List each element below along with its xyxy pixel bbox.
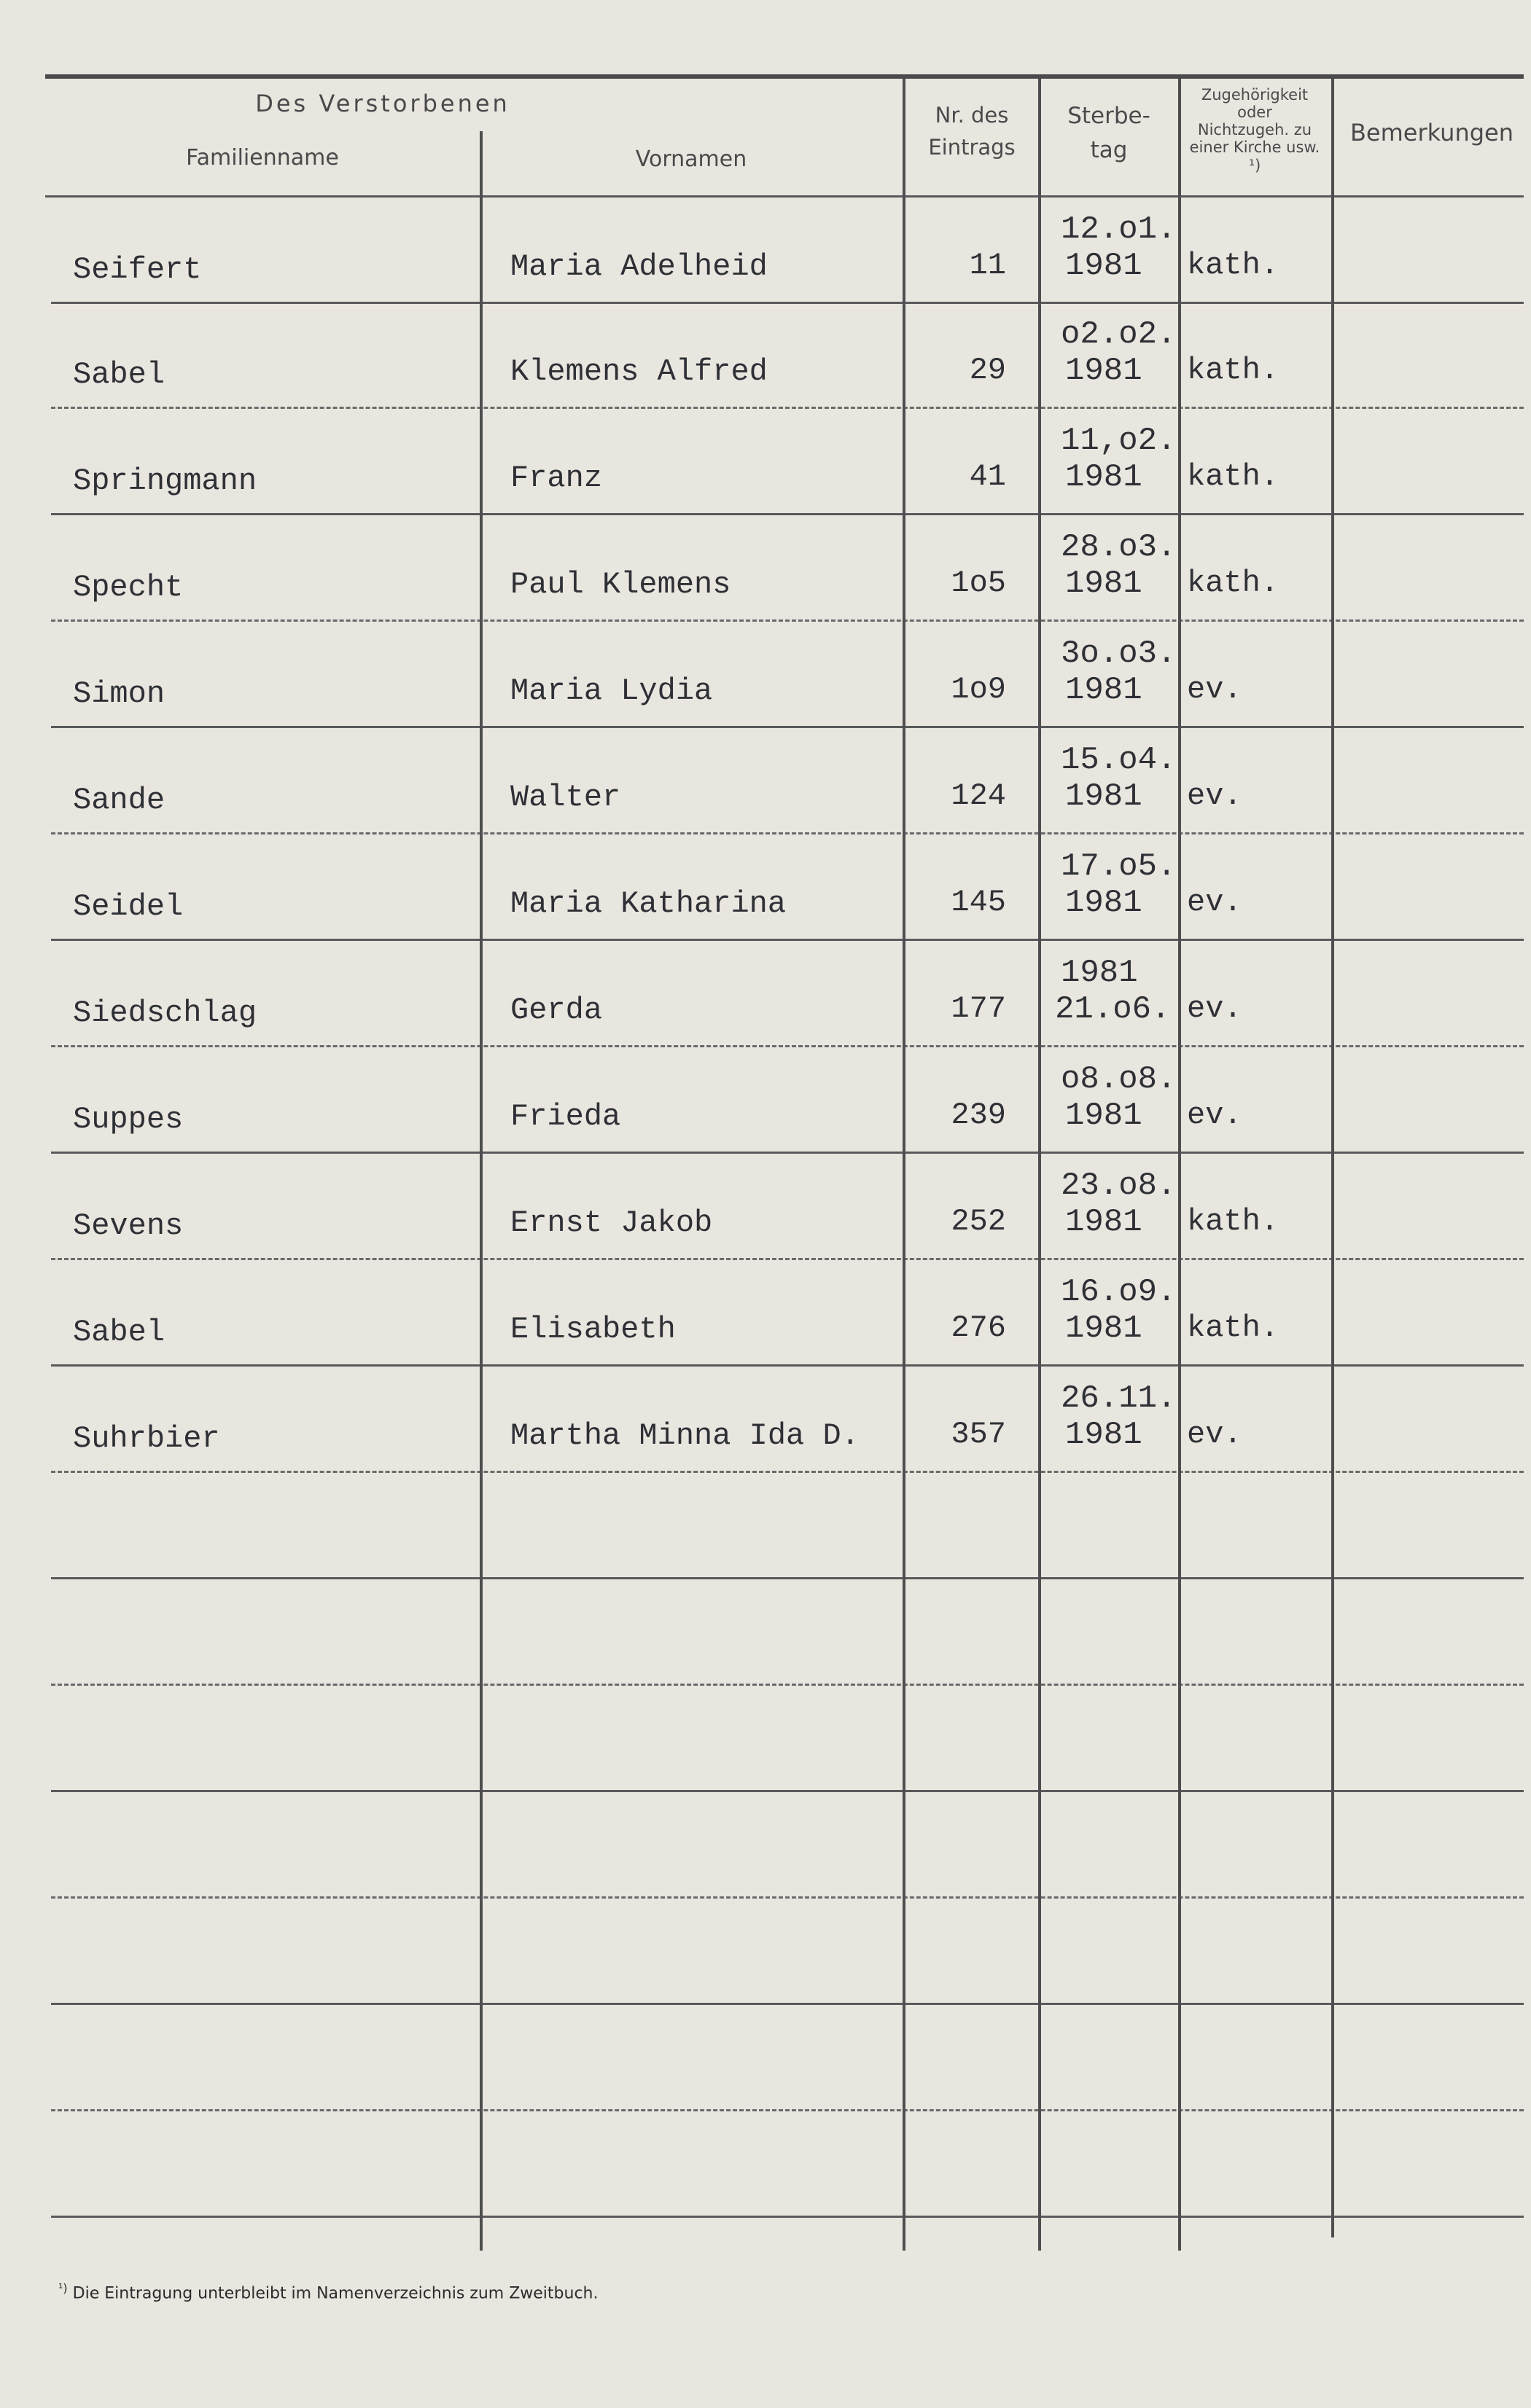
- cell-sterbetag: [1055, 955, 1171, 1028]
- cell-sterbetag: [1061, 1061, 1176, 1134]
- cell-konfession: ev.: [1187, 672, 1242, 707]
- sterbetag-line2: 21.o6.: [1055, 991, 1171, 1028]
- cell-konfession: kath.: [1187, 353, 1279, 388]
- cell-familienname: Sevens: [73, 1208, 184, 1243]
- column-divider: [1038, 79, 1041, 2251]
- sterbetag-line2: 1981: [1065, 566, 1142, 602]
- cell-vornamen: Walter: [510, 780, 621, 815]
- sterbetag-line2: 1981: [1065, 672, 1142, 708]
- cell-sterbetag: [1061, 529, 1176, 602]
- cell-konfession: kath.: [1187, 459, 1279, 494]
- cell-vornamen: Franz: [510, 461, 603, 496]
- header-zug-line3: Nichtzugeh. zu: [1197, 121, 1312, 139]
- column-divider: [1178, 79, 1181, 2251]
- cell-konfession: kath.: [1187, 1310, 1279, 1345]
- cell-familienname: Sabel: [73, 1315, 165, 1350]
- footnote-text: Die Eintragung unterbleibt im Namenverzeichnis zum Zweitbuch.: [72, 2284, 599, 2303]
- cell-vornamen: Ernst Jakob: [510, 1205, 713, 1240]
- cell-konfession: ev.: [1187, 778, 1242, 813]
- sterbetag-line2: 1981: [1065, 1417, 1142, 1453]
- cell-familienname: Springmann: [73, 464, 257, 499]
- row-divider: [51, 619, 1524, 622]
- cell-vornamen: Maria Adelheid: [510, 249, 768, 284]
- footnote-mark: ¹): [58, 2281, 68, 2295]
- cell-konfession: ev.: [1187, 1417, 1242, 1452]
- row-divider: [51, 1790, 1524, 1792]
- header-bemerkungen: Bemerkungen: [1349, 119, 1514, 146]
- cell-nr: 1o9: [951, 672, 1006, 707]
- sterbetag-line1: 28.o3.: [1061, 529, 1177, 566]
- sterbetag-line1: 1981: [1061, 955, 1138, 991]
- footnote: [58, 2281, 598, 2302]
- row-divider: [51, 1045, 1524, 1047]
- row-divider: [51, 2003, 1524, 2005]
- cell-sterbetag: [1061, 848, 1176, 921]
- header-nr-line2: Eintrags: [928, 135, 1016, 160]
- header-sterbetag-line1: Sterbe-: [1067, 103, 1150, 129]
- cell-nr: 124: [951, 778, 1006, 813]
- cell-vornamen: Martha Minna Ida D.: [510, 1418, 860, 1453]
- header-nr-des-eintrags: [904, 102, 1040, 161]
- row-divider: [51, 2216, 1524, 2218]
- cell-konfession: kath.: [1187, 566, 1279, 601]
- header-group-label: Des Verstorbenen: [255, 90, 510, 117]
- cell-konfession: ev.: [1187, 1098, 1242, 1133]
- sterbetag-line1: 23.o8.: [1061, 1168, 1177, 1204]
- cell-konfession: ev.: [1187, 885, 1242, 920]
- sterbetag-line1: 15.o4.: [1061, 742, 1177, 778]
- sterbetag-line2: 1981: [1065, 1310, 1142, 1347]
- row-divider: [51, 1364, 1524, 1367]
- sterbetag-line1: 26.11.: [1061, 1380, 1177, 1417]
- cell-konfession: kath.: [1187, 248, 1279, 283]
- header-zug-line5: ¹): [1248, 156, 1261, 174]
- sterbetag-line1: 11,o2.: [1061, 423, 1177, 459]
- cell-familienname: Seidel: [73, 889, 184, 924]
- cell-familienname: Sande: [73, 783, 165, 818]
- cell-nr: 177: [951, 991, 1006, 1026]
- top-rule: [45, 74, 1524, 79]
- header-sterbetag: [1040, 102, 1178, 165]
- header-bottom-rule: [45, 195, 1524, 198]
- cell-familienname: Specht: [73, 570, 184, 605]
- column-divider: [1331, 79, 1334, 2237]
- sterbetag-line2: 1981: [1065, 778, 1142, 815]
- cell-vornamen: Klemens Alfred: [510, 354, 768, 389]
- cell-konfession: ev.: [1187, 991, 1242, 1026]
- cell-familienname: Sabel: [73, 357, 165, 392]
- row-divider: [51, 1577, 1524, 1579]
- cell-sterbetag: [1061, 316, 1176, 389]
- cell-nr: 252: [951, 1204, 1006, 1239]
- sterbetag-line2: 1981: [1065, 1204, 1142, 1240]
- sterbetag-line1: 12.o1.: [1061, 211, 1177, 248]
- sterbetag-line2: 1981: [1065, 885, 1142, 921]
- sterbetag-line2: 1981: [1065, 248, 1142, 284]
- cell-vornamen: Maria Lydia: [510, 673, 713, 708]
- sterbetag-line1: 17.o5.: [1061, 848, 1177, 885]
- cell-vornamen: Paul Klemens: [510, 567, 731, 602]
- cell-vornamen: Elisabeth: [510, 1312, 676, 1347]
- header-zugehoerigkeit: [1178, 86, 1331, 174]
- cell-familienname: Siedschlag: [73, 996, 257, 1031]
- column-divider: [480, 131, 483, 2251]
- cell-nr: 41: [969, 459, 1006, 494]
- cell-familienname: Simon: [73, 676, 165, 711]
- cell-vornamen: Maria Katharina: [510, 886, 787, 921]
- header-sterbetag-line2: tag: [1090, 136, 1128, 163]
- sterbetag-line1: 16.o9.: [1061, 1274, 1177, 1310]
- sterbetag-line1: o8.o8.: [1061, 1061, 1177, 1098]
- row-divider: [51, 513, 1524, 515]
- cell-sterbetag: [1061, 742, 1176, 815]
- cell-sterbetag: [1061, 211, 1176, 284]
- cell-sterbetag: [1061, 636, 1176, 708]
- cell-familienname: Seifert: [73, 252, 202, 287]
- header-zug-line2: oder: [1237, 103, 1272, 122]
- cell-sterbetag: [1061, 423, 1176, 496]
- cell-vornamen: Frieda: [510, 1099, 621, 1134]
- row-divider: [51, 1258, 1524, 1260]
- cell-konfession: kath.: [1187, 1204, 1279, 1239]
- row-divider: [51, 2109, 1524, 2111]
- row-divider: [51, 1896, 1524, 1899]
- row-divider: [51, 1684, 1524, 1686]
- row-divider: [51, 832, 1524, 834]
- cell-nr: 357: [951, 1417, 1006, 1452]
- row-divider: [51, 302, 1524, 304]
- header-zug-line1: Zugehörigkeit: [1201, 86, 1309, 103]
- row-divider: [51, 407, 1524, 409]
- sterbetag-line2: 1981: [1065, 459, 1142, 496]
- cell-nr: 276: [951, 1310, 1006, 1345]
- sterbetag-line2: 1981: [1065, 353, 1142, 389]
- sterbetag-line1: 3o.o3.: [1061, 636, 1177, 672]
- row-divider: [51, 1471, 1524, 1473]
- cell-sterbetag: [1061, 1168, 1176, 1240]
- cell-nr: 29: [969, 353, 1006, 388]
- sterbetag-line1: o2.o2.: [1061, 316, 1177, 353]
- row-divider: [51, 726, 1524, 728]
- sterbetag-line2: 1981: [1065, 1098, 1142, 1134]
- header-vornamen: Vornamen: [635, 146, 747, 172]
- header-familienname: Familienname: [186, 145, 339, 171]
- cell-sterbetag: [1061, 1380, 1176, 1453]
- cell-vornamen: Gerda: [510, 993, 603, 1028]
- cell-familienname: Suppes: [73, 1102, 184, 1137]
- cell-nr: 145: [951, 885, 1006, 920]
- cell-sterbetag: [1061, 1274, 1176, 1347]
- cell-nr: 239: [951, 1098, 1006, 1133]
- row-divider: [51, 939, 1524, 941]
- row-divider: [51, 1152, 1524, 1154]
- cell-nr: 1o5: [951, 566, 1006, 601]
- cell-nr: 11: [969, 248, 1006, 283]
- header-zug-line4: einer Kirche usw.: [1189, 138, 1320, 157]
- header-nr-line1: Nr. des: [935, 103, 1009, 128]
- column-divider: [903, 79, 905, 2251]
- cell-familienname: Suhrbier: [73, 1421, 220, 1456]
